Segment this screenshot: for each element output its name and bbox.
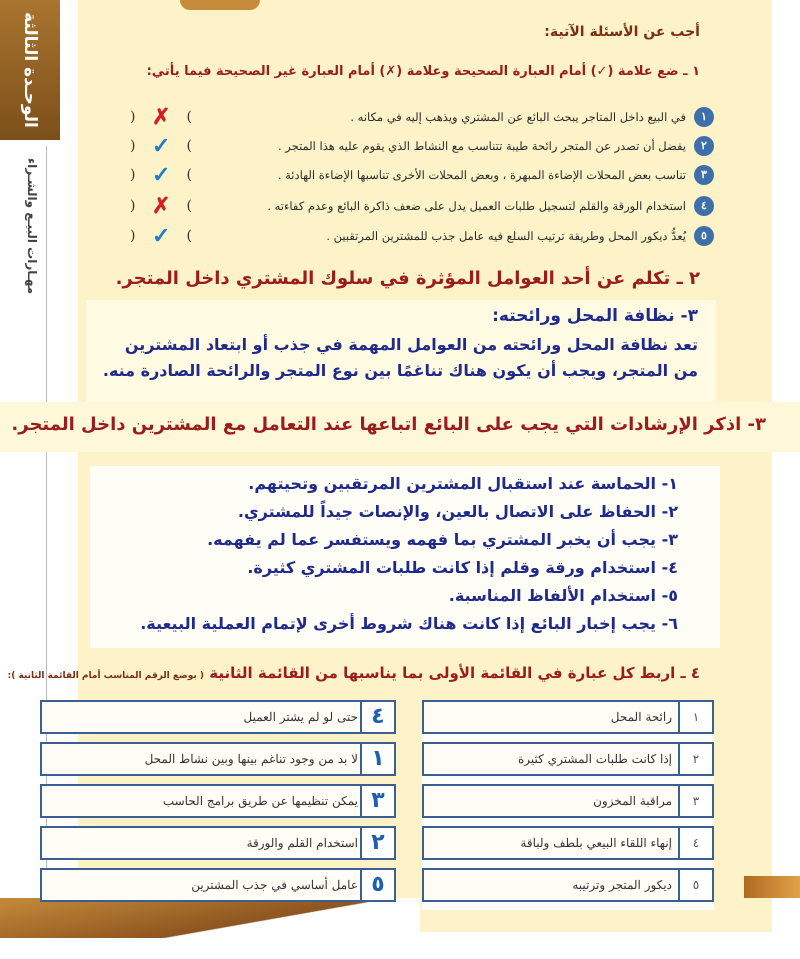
list-item: ٦- يجب إخبار البائع إذا كانت هناك شروط أخرى لإتمام العملية البيعية. [140, 614, 678, 633]
row-number: ٤ [678, 828, 712, 858]
statement-text: يفضل أن تصدر عن المتجر رائحة طيبة تتناسب مع النشاط الذي يقوم عليه هذا المتجر . [277, 139, 686, 153]
table-row [422, 784, 714, 818]
table-row [422, 868, 714, 902]
row-text: عامل أساسي في جذب المشترين [191, 878, 358, 892]
answer-number: ٥ [371, 872, 385, 897]
row-text: مراقبة المخزون [593, 794, 672, 808]
answer-number: ٢ [371, 830, 385, 855]
list-item: ٢- الحفاظ على الاتصال بالعين، والإنصات جيداً للمشتري. [237, 502, 678, 521]
statement-3 [130, 162, 707, 188]
answer-parentheses: ( ✗ ) [130, 104, 192, 130]
row-number: ٥ [678, 870, 712, 900]
table-row [422, 700, 714, 734]
answer-2-box [86, 300, 716, 404]
right-bar-decoration [744, 876, 800, 898]
answer-parentheses: ( ✓ ) [130, 133, 192, 159]
row-text: استخدام القلم والورقة [246, 836, 358, 850]
wrong-mark-icon: ✗ [152, 193, 171, 219]
question-1-title: ١ ـ ضع علامة (✓) أمام العبارة الصحيحة وعلامة (✗) أمام العبارة غير الصحيحة فيما يأتي: [146, 64, 700, 79]
check-mark-icon: ✓ [152, 133, 171, 159]
row-text: يمكن تنظيمها عن طريق برامج الحاسب [162, 794, 358, 808]
right-margin [772, 0, 800, 959]
check-mark-icon: ✓ [152, 223, 171, 249]
statement-number: ١ [694, 107, 714, 127]
question-2-title: ٢ ـ تكلم عن أحد العوامل المؤثرة في سلوك المشتري داخل المتجر. [115, 268, 700, 289]
statement-number: ٤ [694, 196, 714, 216]
question-3-banner [0, 402, 800, 452]
row-number: ١ [678, 702, 712, 732]
wrong-mark-icon: ✗ [152, 104, 171, 130]
row-text: لا بد من وجود تناغم بينها وبين نشاط المحل [144, 752, 358, 766]
statement-text: تناسب بعض المحلات الإضاءة المبهرة ، وبعض المحلات الأخرى تناسبها الإضاءة الهادئة . [277, 168, 686, 182]
list-one-table [422, 700, 714, 910]
table-row [40, 868, 396, 902]
row-text: رائحة المحل [610, 710, 672, 724]
statement-number: ٥ [694, 226, 714, 246]
answer-parentheses: ( ✓ ) [130, 162, 192, 188]
statement-2 [130, 133, 707, 159]
table-row [40, 742, 396, 776]
statement-number: ٣ [694, 165, 714, 185]
statement-4 [130, 193, 707, 219]
list-item: ٥- استخدام الألفاظ المناسبة. [448, 586, 678, 605]
answer-parentheses: ( ✗ ) [130, 193, 192, 219]
answer-2-heading: ٣- نظافة المحل ورائحته: [492, 306, 698, 326]
statement-text: استخدام الورقة والقلم لتسجيل طلبات العميل يدل على ضعف ذاكرة البائع وعدم كفاءته . [267, 199, 686, 213]
statement-text: في البيع داخل المتاجر يبحث البائع عن المشتري ويذهب إليه في مكانه . [350, 110, 686, 124]
list-two-table [40, 700, 396, 910]
row-text: حتى لو لم يشتر العميل [243, 710, 358, 724]
statement-1 [130, 104, 707, 130]
table-row [40, 700, 396, 734]
table-row [422, 826, 714, 860]
statement-text: يُعدُّ ديكور المحل وطريقة ترتيب السلع فيه عامل جذب للمشترين المرتقبين . [326, 229, 686, 243]
answer-number: ٣ [371, 788, 385, 813]
question-3-title: ٣- اذكر الإرشادات التي يجب على البائع اتباعها عند التعامل مع المشترين داخل المتجر. [11, 414, 766, 435]
question-4-title [8, 664, 700, 682]
question-4-hint: ( بوضع الرقم المناسب أمام القائمة الثانية ): [7, 671, 205, 681]
table-row [40, 784, 396, 818]
check-mark-icon: ✓ [152, 162, 171, 188]
top-decoration [180, 0, 260, 10]
guidelines-list [90, 466, 720, 648]
statement-number: ٢ [694, 136, 714, 156]
answer-2-body: تعد نظافة المحل ورائحته من العوامل المهمة في جذب أو ابتعاد المشترين من المتجر، ويجب أن يكون هناك تناغمًا بين نوع المتجر والرائحة الصادرة منه. [102, 335, 698, 380]
row-number: ٣ [678, 786, 712, 816]
row-text: إنهاء اللقاء البيعي بلطف ولباقة [520, 836, 672, 850]
list-item: ٤- استخدام ورقة وقلم إذا كانت طلبات المشتري كثيرة. [247, 558, 678, 577]
table-row [422, 742, 714, 776]
questions-title: أجب عن الأسئلة الآتية: [544, 24, 700, 40]
question-4-text: ٤ ـ اربط كل عبارة في القائمة الأولى بما يناسبها من القائمة الثانية [209, 664, 700, 682]
table-row [40, 826, 396, 860]
unit-label: الوحـدة الثالثة [20, 12, 40, 128]
answer-number: ٤ [371, 704, 385, 729]
row-number: ٢ [678, 744, 712, 774]
row-text: إذا كانت طلبات المشتري كثيرة [518, 752, 672, 766]
list-item: ٣- يجب أن يخبر المشتري بما فهمه ويستفسر عما لم يفهمه. [207, 530, 678, 549]
statement-5 [130, 223, 707, 249]
skills-label: مهـارات البيـع والشـراء [25, 157, 39, 295]
row-text: ديكور المتجر وترتيبه [572, 878, 672, 892]
answer-number: ١ [371, 746, 385, 771]
list-item: ١- الحماسة عند استقبال المشترين المرتقبين وتحيتهم. [248, 474, 678, 493]
answer-parentheses: ( ✓ ) [130, 223, 192, 249]
